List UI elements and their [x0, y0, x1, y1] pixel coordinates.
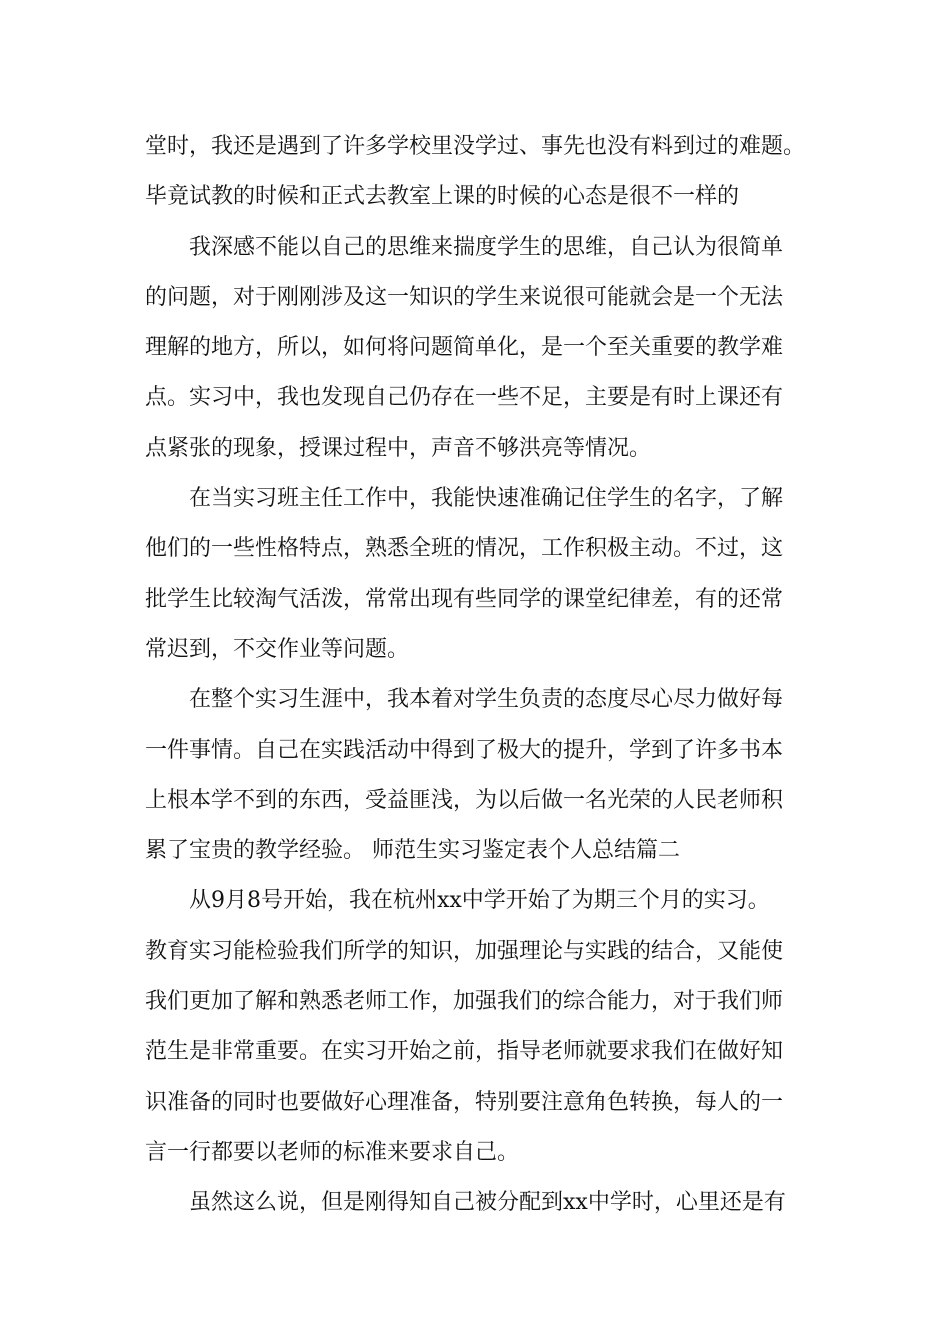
text-line: 堂时，我还是遇到了许多学校里没学过、事先也没有料到过的难题。	[145, 134, 806, 159]
text-line: 一件事情。自己在实践活动中得到了极大的提升，学到了许多书本	[145, 737, 784, 763]
text-line: 上根本学不到的东西，受益匪浅，为以后做一名光荣的人民老师积	[145, 787, 784, 813]
paragraph-start-line: 从9月8号开始，我在杭州xx中学开始了为期三个月的实习。	[189, 888, 770, 914]
text-line: 的问题，对于刚刚涉及这一知识的学生来说很可能就会是一个无法	[145, 284, 784, 310]
text-line: 毕竟试教的时候和正式去教室上课的时候的心态是很不一样的	[145, 184, 740, 210]
text-line: 我们更加了解和熟悉老师工作，加强我们的综合能力，对于我们师	[145, 989, 784, 1015]
document-body	[145, 122, 810, 1229]
text-line: 范生是非常重要。在实习开始之前，指导老师就要求我们在做好知	[145, 1039, 784, 1065]
text-line: 言一行都要以老师的标准来要求自己。	[145, 1139, 520, 1165]
text-line: 识准备的同时也要做好心理准备，特别要注意角色转换，每人的一	[145, 1089, 784, 1115]
text-line: 点。实习中，我也发现自己仍存在一些不足，主要是有时上课还有	[145, 385, 784, 411]
text-line: 他们的一些性格特点，熟悉全班的情况，工作积极主动。不过，这	[145, 536, 784, 562]
text-line: 常迟到，不交作业等问题。	[145, 636, 410, 662]
text-line: 累了宝贵的教学经验。 师范生实习鉴定表个人总结篇二	[145, 838, 680, 864]
paragraph-start-line: 虽然这么说，但是刚得知自己被分配到xx中学时，心里还是有	[189, 1190, 786, 1216]
text-line: 点紧张的现象，授课过程中，声音不够洪亮等情况。	[145, 435, 652, 461]
text-line: 理解的地方，所以，如何将问题简单化，是一个至关重要的教学难	[145, 335, 784, 361]
text-line: 教育实习能检验我们所学的知识，加强理论与实践的结合，又能使	[145, 938, 784, 964]
paragraph-start-line: 在当实习班主任工作中，我能快速准确记住学生的名字，了解	[189, 486, 784, 512]
text-line: 批学生比较淘气活泼，常常出现有些同学的课堂纪律差，有的还常	[145, 586, 784, 612]
paragraph-start-line: 我深感不能以自己的思维来揣度学生的思维，自己认为很简单	[189, 234, 784, 260]
paragraph-start-line: 在整个实习生涯中，我本着对学生负责的态度尽心尽力做好每	[189, 687, 784, 713]
